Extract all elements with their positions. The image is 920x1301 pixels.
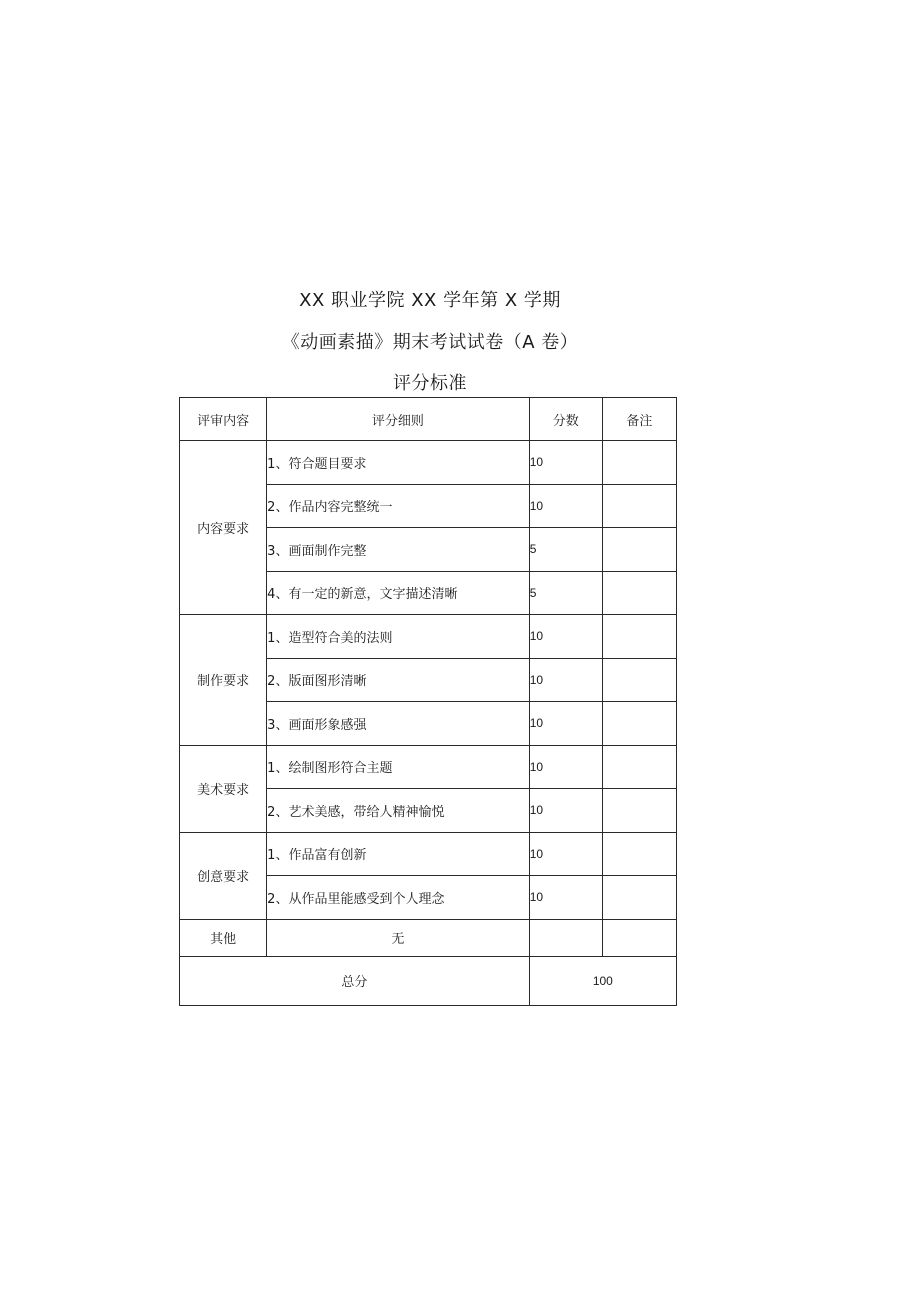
criterion-cell: 2、版面图形清晰 [267, 658, 530, 702]
score-cell: 10 [529, 832, 602, 876]
criterion-cell: 1、造型符合美的法则 [267, 615, 530, 659]
score-cell: 10 [529, 876, 602, 920]
score-cell: 10 [529, 615, 602, 659]
note-cell [602, 658, 676, 702]
criterion-cell: 1、作品富有创新 [267, 832, 530, 876]
note-cell [602, 832, 676, 876]
note-cell [602, 528, 676, 572]
table-row [180, 832, 677, 876]
note-cell [602, 702, 676, 746]
note-cell [602, 484, 676, 528]
score-cell: 10 [529, 745, 602, 789]
category-cell: 制作要求 [180, 615, 267, 746]
criterion-cell: 1、绘制图形符合主题 [267, 745, 530, 789]
score-cell [529, 919, 602, 956]
score-cell: 5 [529, 528, 602, 572]
criterion-cell: 2、作品内容完整统一 [267, 484, 530, 528]
document-subtitle: 评分标准 [393, 373, 467, 394]
header-note: 备注 [602, 398, 676, 441]
header-detail: 评分细则 [267, 398, 530, 441]
table-row [180, 441, 677, 485]
note-cell [602, 919, 676, 956]
header-score: 分数 [529, 398, 602, 441]
score-cell: 10 [529, 484, 602, 528]
grading-rubric-table [179, 397, 677, 1006]
category-cell: 美术要求 [180, 745, 267, 832]
category-cell: 创意要求 [180, 832, 267, 919]
document-title-line-2: 《动画素描》期末考试试卷（A 卷） [281, 332, 579, 353]
table-row [180, 745, 677, 789]
criterion-cell: 3、画面制作完整 [267, 528, 530, 572]
criterion-cell: 4、有一定的新意，文字描述清晰 [267, 571, 530, 615]
note-cell [602, 615, 676, 659]
table-row-other [180, 919, 677, 956]
document-title-line-1: XX 职业学院 XX 学年第 X 学期 [299, 290, 561, 311]
note-cell [602, 441, 676, 485]
criterion-cell: 无 [267, 919, 530, 956]
note-cell [602, 789, 676, 833]
total-label: 总分 [180, 956, 530, 1005]
score-cell: 10 [529, 658, 602, 702]
note-cell [602, 745, 676, 789]
score-cell: 10 [529, 789, 602, 833]
score-cell: 10 [529, 441, 602, 485]
category-cell: 其他 [180, 919, 267, 956]
table-row-total [180, 956, 677, 1005]
total-score: 100 [529, 956, 676, 1005]
note-cell [602, 876, 676, 920]
table-header-row [180, 398, 677, 441]
criterion-cell: 2、艺术美感，带给人精神愉悦 [267, 789, 530, 833]
category-cell: 内容要求 [180, 441, 267, 615]
note-cell [602, 571, 676, 615]
table-row [180, 615, 677, 659]
header-category: 评审内容 [180, 398, 267, 441]
criterion-cell: 1、符合题目要求 [267, 441, 530, 485]
score-cell: 5 [529, 571, 602, 615]
criterion-cell: 3、画面形象感强 [267, 702, 530, 746]
score-cell: 10 [529, 702, 602, 746]
criterion-cell: 2、从作品里能感受到个人理念 [267, 876, 530, 920]
